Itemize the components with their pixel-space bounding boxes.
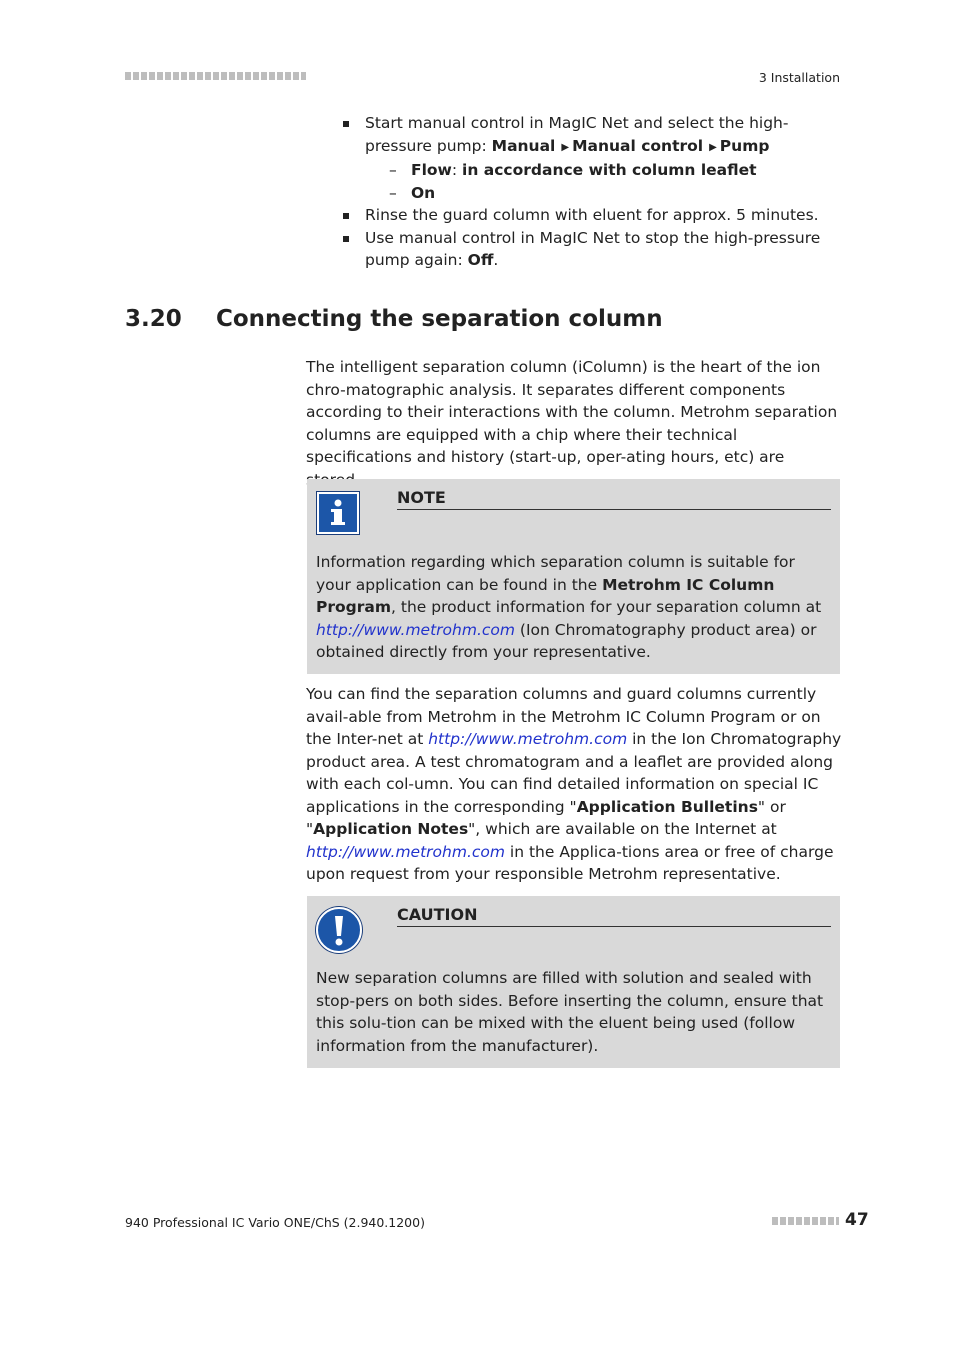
list-item: [343, 112, 843, 159]
metrohm-link[interactable]: http://www.metrohm.com: [428, 730, 628, 748]
header-decoration: [125, 72, 306, 80]
footer-product: 940 Professional IC Vario ONE/ChS (2.940.1200): [125, 1215, 425, 1230]
off-label: Off: [467, 251, 494, 269]
paragraph-text-part: You can find the separation columns and guard columns currently avail-able from Metrohm in the Metrohm IC Column Program or on the Inter-net at: [306, 685, 821, 748]
menu-path-pump: Pump: [719, 136, 770, 155]
bullet-square-icon: [343, 121, 349, 127]
menu-path-manual: Manual: [491, 136, 556, 155]
flow-label: Flow: [411, 161, 452, 179]
exclamation-icon: [316, 907, 362, 953]
paragraph-text-part: ", which are available on the Internet at: [468, 820, 777, 838]
columns-paragraph: [306, 683, 842, 886]
page-number: 47: [845, 1210, 869, 1230]
list-item-text: Use manual control in MagIC Net to stop the high-pressure pump again:: [365, 228, 821, 269]
list-item: [343, 204, 843, 227]
metrohm-link[interactable]: http://www.metrohm.com: [316, 620, 515, 639]
sub-list-item: [343, 159, 843, 182]
flow-value: in accordance with column leaflet: [462, 161, 757, 179]
bullet-square-icon: [343, 236, 349, 242]
list-item-text: Start manual control in MagIC Net and select the high-pressure pump:: [365, 114, 789, 155]
separator: :: [451, 161, 463, 179]
dash-icon: –: [389, 183, 397, 202]
application-notes-term: Application Notes: [313, 820, 469, 838]
note-title: NOTE: [397, 488, 831, 510]
intro-paragraph: The intelligent separation column (iColumn) is the heart of the ion chro-matographic analysis. It separates different components according to their interactions with the column. Metrohm separation columns are equipped with a chip where their technical specifications and history (start-up, oper-ating hours, etc) are: [306, 358, 838, 466]
paragraph-text-part: " or ": [306, 797, 786, 838]
instruction-list: [343, 112, 843, 272]
footer-decoration: [772, 1217, 839, 1225]
triangle-right-icon: ▶: [561, 141, 570, 153]
caution-text: New separation columns are filled with solution and sealed with stop-pers on both sides. Before inserting the column, ensure that this solu-tion can be mixed with the eluent being used (follow information from the manufacturer).: [316, 969, 824, 1055]
caution-box: [307, 896, 840, 1068]
menu-path-manual-control: Manual control: [572, 136, 704, 155]
on-label: On: [411, 183, 436, 202]
note-text-part: , the product information for your separation column at: [391, 598, 822, 616]
triangle-right-icon: ▶: [709, 141, 717, 153]
note-text-part: (Ion Chromatography product area) or obtained directly from your representative.: [316, 620, 817, 661]
list-item-text: Rinse the guard column with eluent for approx. 5 minutes.: [365, 206, 819, 224]
section-number: 3.20: [125, 306, 182, 332]
caution-title: CAUTION: [397, 905, 831, 927]
note-bold-term: Metrohm IC Column Program: [316, 575, 775, 616]
note-text: [316, 551, 831, 664]
section-heading: [125, 306, 663, 332]
bullet-square-icon: [343, 213, 349, 219]
dash-icon: –: [389, 161, 397, 179]
paragraph-text-part: in the Applica-tions area or free of charge upon request from your responsible Metrohm representative.: [306, 842, 834, 883]
note-box: [307, 479, 840, 674]
header-chapter: 3 Installation: [758, 70, 840, 85]
paragraph-text-part: in the Ion Chromatography product area. A test chromatogram and a leaflet are provided along with each col-umn. You can find detailed information on special IC applications in the corresponding ": [306, 730, 842, 816]
note-text-part: Information regarding which separation column is suitable for your application can be found in the: [316, 553, 795, 594]
metrohm-link[interactable]: http://www.metrohm.com: [306, 842, 505, 861]
period: .: [493, 251, 499, 269]
section-title: Connecting the separation column: [216, 306, 663, 332]
list-item: [343, 227, 843, 272]
info-icon: [316, 491, 360, 535]
sub-list-item: [343, 182, 843, 205]
application-bulletins-term: Application Bulletins: [576, 797, 758, 816]
